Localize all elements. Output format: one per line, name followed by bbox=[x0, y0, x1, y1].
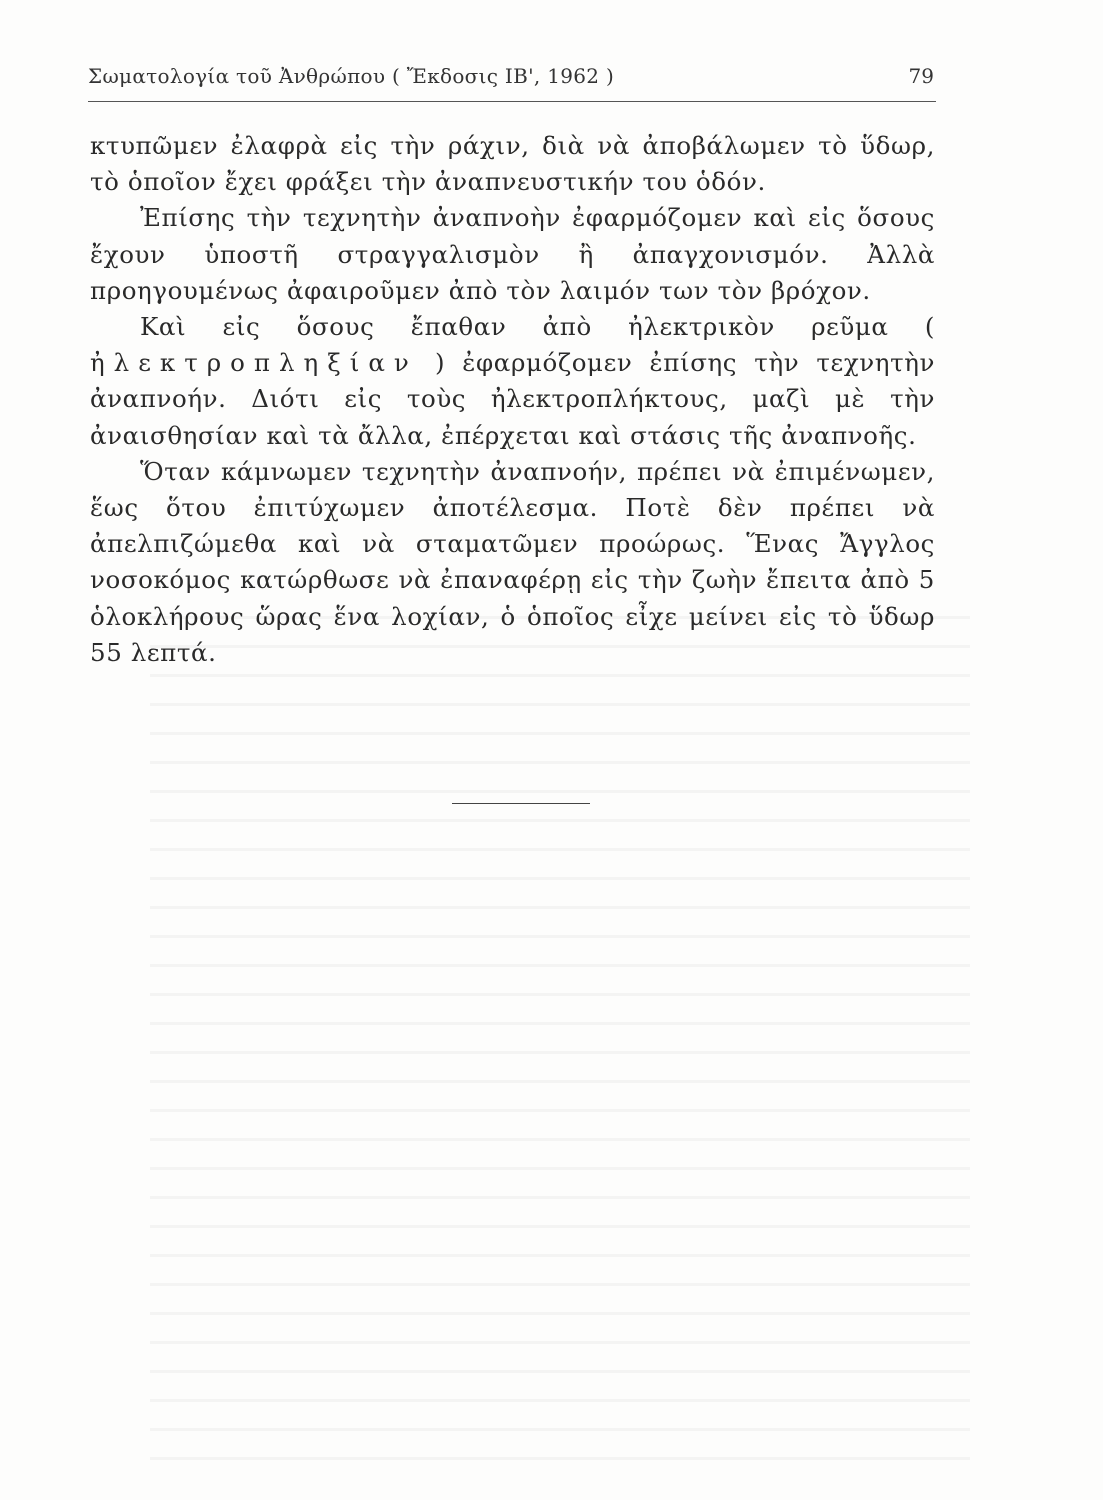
paragraph bbox=[90, 454, 935, 671]
paragraph-text: Καὶ εἰς ὅσους ἔπαθαν ἀπὸ ἠλεκτρικὸν ρεῦμα ( bbox=[140, 312, 935, 342]
paragraph-text: ) ἐφαρμόζομεν ἐπίσης τὴν τεχνητὴν ἀναπνοήν. Διότι εἰς τοὺς ἠλεκτροπλήκτους, μαζὶ μὲ τὴν ἀναισθησίαν καὶ τὰ ἄλλα, ἐπέρχεται καὶ στάσις τῆς ἀναπνοῆς. bbox=[90, 348, 935, 450]
spaced-term: ἠλεκτροπληξίαν bbox=[90, 348, 418, 378]
paragraph-text: κτυπῶμεν ἐλαφρὰ εἰς τὴν ράχιν, διὰ νὰ ἀποβάλωμεν τὸ ὕδωρ, τὸ ὁποῖον ἔχει φράξει τὴν ἀναπνευστικήν του ὁδόν. bbox=[90, 131, 935, 197]
page-number: 79 bbox=[908, 64, 934, 88]
paragraph bbox=[90, 200, 935, 309]
section-end-rule bbox=[452, 803, 590, 804]
header-rule bbox=[88, 101, 936, 102]
paragraph bbox=[90, 309, 935, 454]
paragraph-text: Ὅταν κάμνωμεν τεχνητὴν ἀναπνοήν, πρέπει νὰ ἐπιμένωμεν, ἕως ὅτου ἐπιτύχωμεν ἀποτέλεσμα. Ποτὲ δὲν πρέπει νὰ ἀπελπιζώμεθα καὶ νὰ σταματῶμεν προώρως. Ἕνας Ἄγγλος νοσοκόμος κατώρθωσε νὰ ἐπαναφέρῃ εἰς τὴν ζωὴν ἔπειτα ἀπὸ 5 ὁλοκλήρους ὥρας ἕνα λοχίαν, ὁ ὁποῖος εἶχε μείνει εἰς τὸ ὕδωρ 55 λεπτά. bbox=[90, 456, 935, 667]
show-through-texture bbox=[150, 600, 970, 1460]
running-header-title: Σωματολογία τοῦ Ἀνθρώπου ( Ἔκδοσις ΙΒ', 1962 ) bbox=[88, 64, 615, 88]
body-text bbox=[90, 128, 935, 671]
paragraph-text: Ἐπίσης τὴν τεχνητὴν ἀναπνοὴν ἐφαρμόζομεν καὶ εἰς ὅσους ἔχουν ὑποστῆ στραγγαλισμὸν ἢ ἀπαγχονισμόν. Ἀλλὰ προηγουμένως ἀφαιροῦμεν ἀπὸ τὸν λαιμόν των τὸν βρόχον. bbox=[90, 203, 935, 305]
paragraph bbox=[90, 128, 935, 200]
running-header bbox=[88, 64, 934, 96]
